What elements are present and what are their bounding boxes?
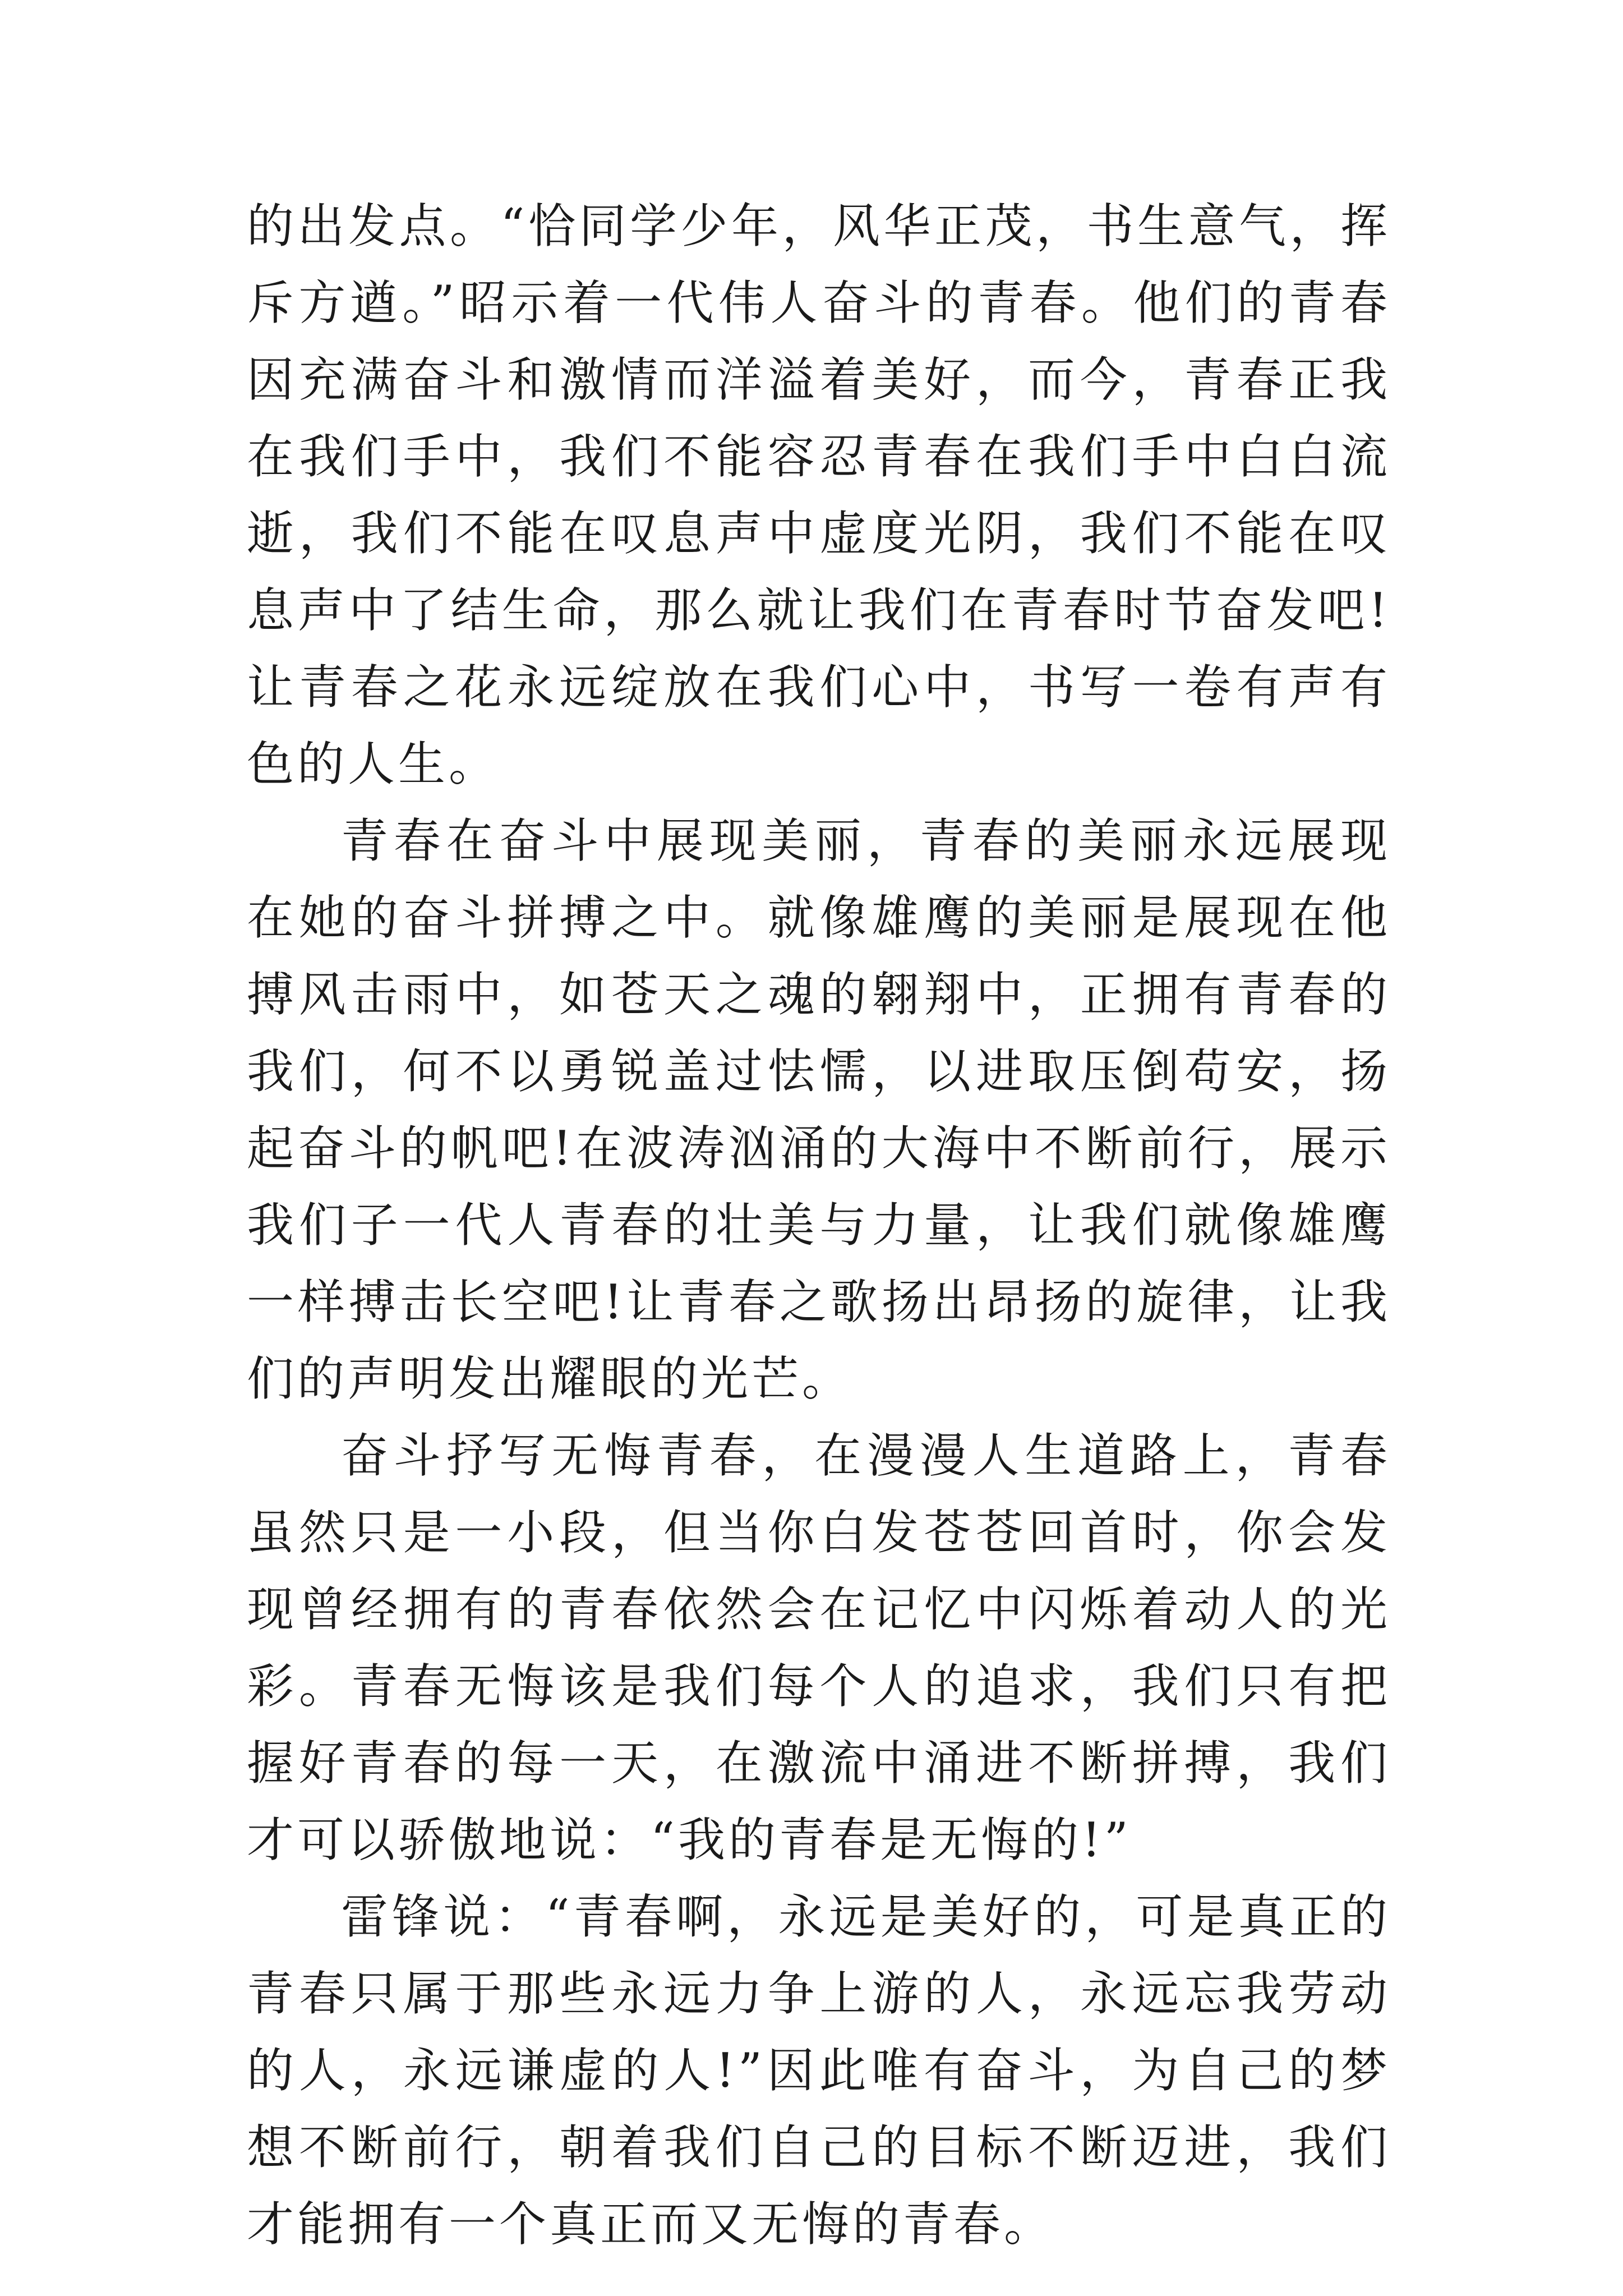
body-text [247, 188, 1391, 2263]
paragraph-2: 青春在奋斗中展现美丽，青春的美丽永远展现在她的奋斗拼搏之中。就像雄鹰的美丽是展现在他搏风击雨中，如苍天之魂的翱翔中，正拥有青春的我们，何不以勇锐盖过怯懦，以进取压倒苟安，扬起奋斗的帆吧!在波涛汹涌的大海中不断前行，展示我们子一代人青春的壮美与力量，让我们就像雄鹰一样搏击长空吧!让青春之歌扬出昂扬的旋律，让我们的声明发出耀眼的光芒。 [247, 813, 1391, 1406]
paragraph-3: 奋斗抒写无悔青春，在漫漫人生道路上，青春虽然只是一小段，但当你白发苍苍回首时，你会发现曾经拥有的青春依然会在记忆中闪烁着动人的光彩。青春无悔该是我们每个人的追求，我们只有把握好青春的每一天，在激流中涌进不断拼搏，我们才可以骄傲地说：“我的青春是无悔的!” [247, 1428, 1391, 1867]
paragraph-4: 雷锋说：“青春啊，永远是美好的，可是真正的青春只属于那些永远力争上游的人，永远忘我劳动的人，永远谦虚的人!”因此唯有奋斗，为自己的梦想不断前行，朝着我们自己的目标不断迈进，我们才能拥有一个真正而又无悔的青春。 [247, 1889, 1391, 2252]
paragraph-1: 的出发点。“恰同学少年，风华正茂，书生意气，挥斥方遒。”昭示着一代伟人奋斗的青春。他们的青春因充满奋斗和激情而洋溢着美好，而今，青春正我在我们手中，我们不能容忍青春在我们手中白白流逝，我们不能在叹息声中虚度光阴，我们不能在叹息声中了结生命，那么就让我们在青春时节奋发吧!让青春之花永远绽放在我们心中，书写一卷有声有色的人生。 [247, 199, 1391, 792]
